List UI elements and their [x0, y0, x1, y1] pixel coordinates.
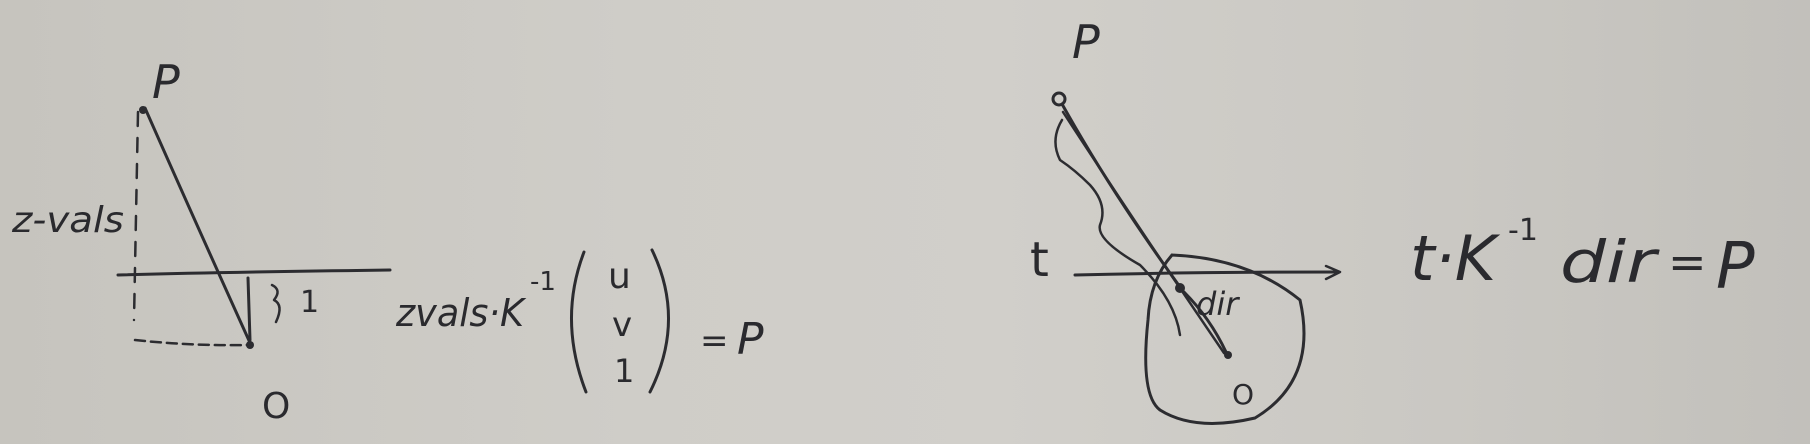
left-bottom-dashed-line: [135, 340, 247, 345]
right-equation: [1410, 213, 1755, 304]
left-origin-label: O: [262, 386, 291, 427]
left-unit-brace: [272, 285, 280, 322]
right-eq-inverse-exponent: -1: [1508, 213, 1538, 248]
left-eq-close-paren: [650, 250, 669, 392]
left-diagram: [11, 55, 390, 427]
right-eq-suffix: dir: [1560, 228, 1660, 296]
left-image-plane-line: [118, 270, 390, 275]
right-p-label: P: [1072, 15, 1100, 69]
right-direction-circle: [1146, 255, 1304, 423]
right-dir-label: dir: [1196, 285, 1239, 323]
left-eq-prefix: zvals·K: [395, 291, 527, 335]
left-equation: [395, 250, 764, 392]
right-origin-label: O: [1232, 378, 1255, 411]
right-diagram: [1030, 15, 1340, 423]
right-ray-line: [1062, 104, 1180, 287]
right-image-plane-line: [1075, 272, 1338, 275]
left-ray-line: [145, 108, 251, 345]
right-eq-prefix: t·K: [1410, 222, 1501, 295]
right-eq-result: P: [1716, 230, 1755, 304]
left-eq-result: P: [737, 314, 764, 365]
left-unit-label: 1: [300, 285, 320, 320]
right-origin-point: [1224, 351, 1232, 359]
left-eq-vector-u: u: [608, 256, 631, 297]
left-eq-inverse-exponent: -1: [530, 267, 556, 297]
left-depth-dashed-line: [134, 112, 138, 320]
left-unit-tick: [248, 278, 250, 340]
left-depth-label: z-vals: [10, 200, 124, 241]
left-p-point: [139, 106, 147, 114]
right-t-brace: [1055, 120, 1180, 335]
left-p-label: P: [152, 55, 180, 109]
left-origin-point: [246, 341, 254, 349]
left-eq-open-paren: [571, 252, 586, 392]
left-eq-vector-1: 1: [614, 352, 635, 390]
left-eq-vector-v: v: [612, 305, 633, 345]
right-eq-equals: =: [1668, 235, 1707, 289]
right-t-label: t: [1030, 232, 1049, 288]
left-eq-equals: =: [700, 321, 729, 361]
